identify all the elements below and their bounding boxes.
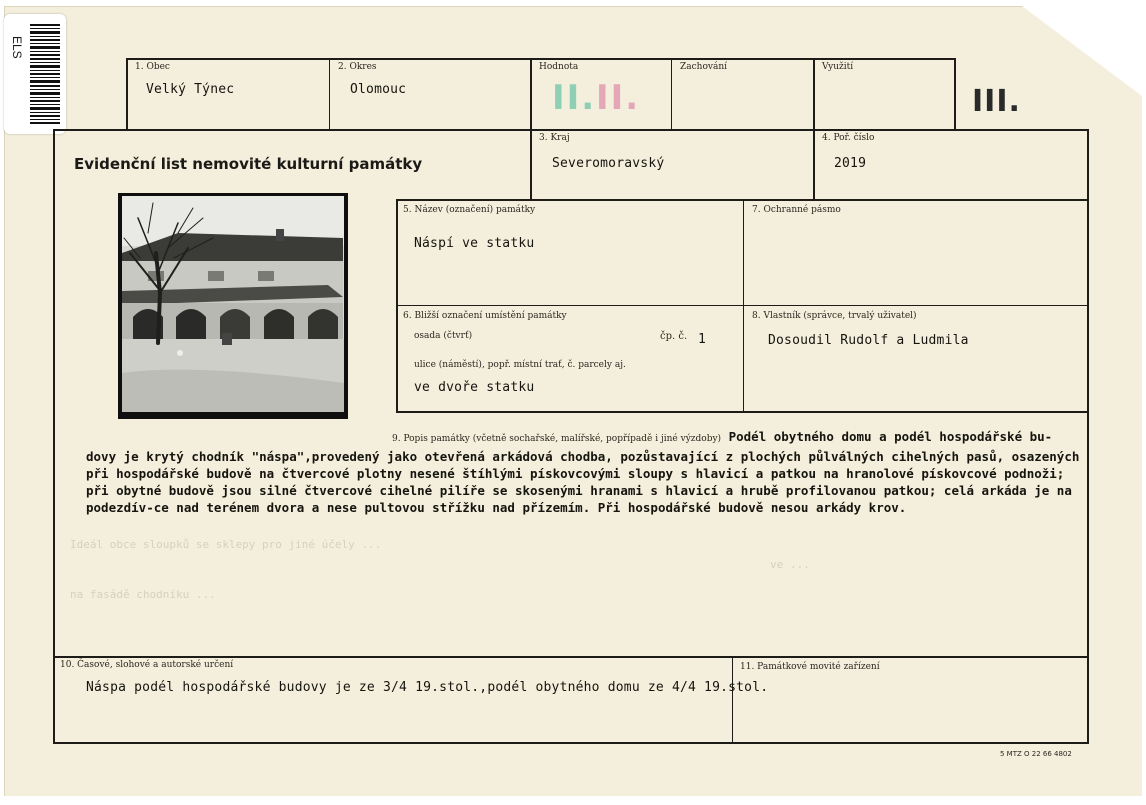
- hodnota-mark-red: II.: [596, 78, 641, 118]
- osada-label: osada (čtvrť): [414, 331, 473, 341]
- urceni-value: Náspa podél hospodářské budovy je ze 3/4 19.stol.,podél obytného domu ze 4/4 19.stol.: [86, 680, 769, 695]
- ulice-value: ve dvoře statku: [414, 380, 535, 395]
- vlastnik-value: Dosoudil Rudolf a Ludmila: [768, 333, 969, 348]
- urceni-label: 10. Časové, slohové a autorské určení: [60, 660, 234, 670]
- barcode-text: ELS: [10, 36, 24, 59]
- ochranne-label: 7. Ochranné pásmo: [752, 205, 841, 215]
- popis-block: [86, 428, 1086, 516]
- form-title: Evidenční list nemovité kulturní památky: [74, 155, 423, 173]
- footer-code: 5 MTZ O 22 66 4802: [1000, 750, 1072, 758]
- popis-label: 9. Popis památky (včetně sochařské, malířské, popřípadě i jiné výzdoby): [392, 434, 722, 444]
- okres-value: Olomouc: [350, 82, 407, 97]
- popis-value-rest: dovy je krytý chodník "náspa",provedený jako otevřená arkádová chodba, pozůstavající z plochých půlválných cihelných pasů, osazených při hospodářské budově na čtvercové plotny nesené štíhlými pískovcovými sloupy s hlavicí a patkou na hranolové pískovcové podnoži; při obytné budově jsou silné čtvercové cihelné pilíře se skosenými hranami s hlavicí a hrubě profilovanou patkou; celá arkáda je na podezdív-ce nad terénem dvora a nese pultovou střížku nad přízemím. Při hospodářské budově nesou arkády krov.: [86, 449, 1080, 515]
- kraj-value: Severomoravský: [552, 156, 665, 171]
- popis-value-line1: Podél obytného domu a podél hospodářské bu-: [728, 429, 1053, 444]
- cp-value: 1: [698, 332, 707, 347]
- vlastnik-label: 8. Vlastník (správce, trvalý uživatel): [752, 311, 917, 321]
- por-cislo-value: 2019: [834, 156, 867, 171]
- nazev-label: 5. Název (označení) památky: [403, 205, 536, 215]
- zachovani-label: Zachování: [680, 62, 727, 72]
- barcode-bars: [30, 24, 60, 124]
- cp-label: čp. č.: [660, 331, 688, 342]
- okres-label: 2. Okres: [338, 62, 377, 72]
- por-cislo-label: 4. Poř. číslo: [822, 133, 875, 143]
- barcode-sticker: [4, 14, 66, 134]
- ulice-label: ulice (náměstí), popř. místní trať, č. parcely aj.: [414, 360, 626, 370]
- nazev-value: Náspí ve statku: [414, 236, 535, 251]
- obec-label: 1. Obec: [135, 62, 170, 72]
- hodnota-mark-green: II.: [552, 78, 597, 118]
- obec-value: Velký Týnec: [146, 82, 235, 97]
- courtyard-photo: [118, 193, 348, 419]
- kraj-label: 3. Kraj: [539, 133, 570, 143]
- zarizeni-label: 11. Památkové movité zařízení: [740, 662, 880, 672]
- umisteni-label: 6. Bližší označení umístění památky: [403, 311, 567, 321]
- side-mark: III.: [972, 84, 1021, 119]
- vyuziti-label: Využití: [822, 62, 854, 72]
- hodnota-label: Hodnota: [539, 62, 579, 72]
